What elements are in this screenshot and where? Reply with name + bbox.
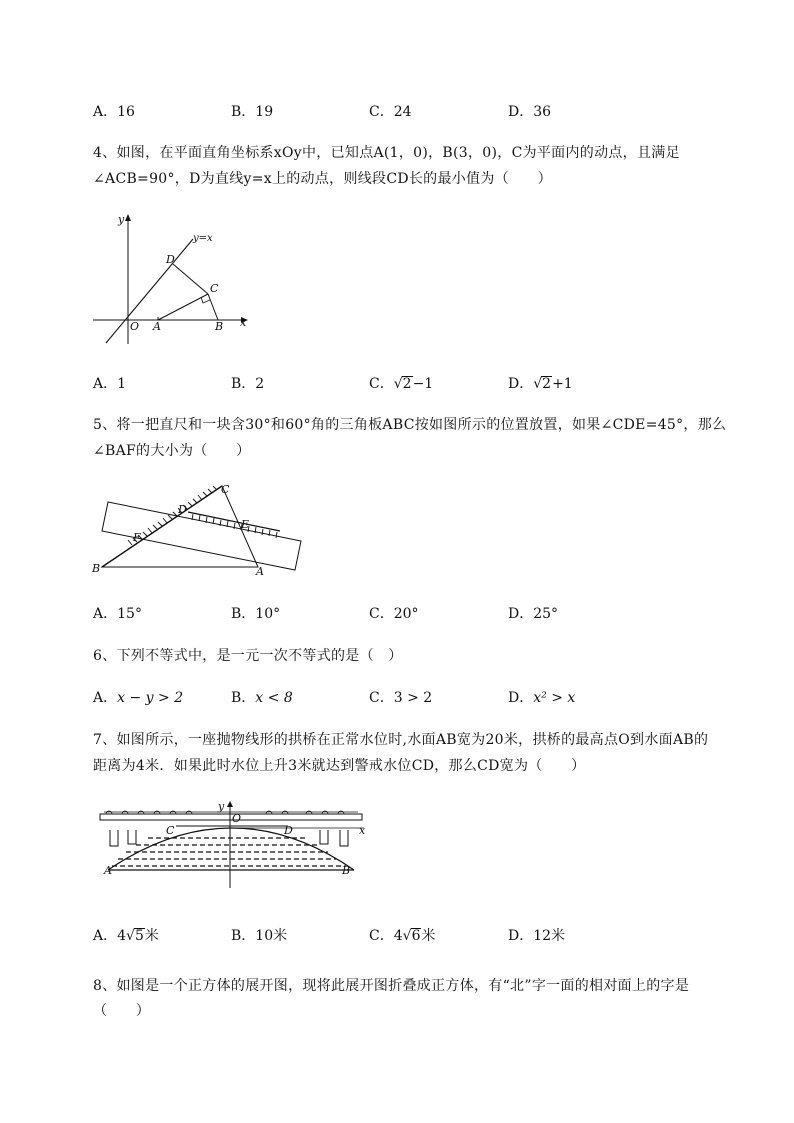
q5-option-d: D．25° [508,606,559,622]
q4-stem-line2: ∠ACB=90°，D为直线y=x上的动点，则线段CD长的最小值为（ ） [93,171,552,187]
q6-option-c: C．3 > 2 [369,690,433,706]
q7-option-d: D．12米 [508,928,566,944]
q5-label-c: C [221,483,230,496]
q7-option-b: B．10米 [231,928,288,944]
q5-label-a: A [256,565,264,578]
q4-segment-bc [208,294,218,320]
q7-label-a: A [104,864,112,877]
q4-option-c: C．√2−1 [369,376,434,392]
q4-segment-cd [173,264,208,294]
q3-option-b: B．19 [231,104,274,120]
q7-label-d: D [284,824,293,837]
q6-option-b: B．x < 8 [231,690,293,706]
q5-label-b: B [92,562,101,575]
q5-option-b: B．10° [231,606,281,622]
q5-ruler [102,502,301,570]
q8-stem-line2: （ ） [93,1003,151,1019]
q7-figure [96,798,376,890]
q7-label-b: B [342,864,351,877]
q8-stem-line1: 8、如图是一个正方体的展开图，现将此展开图折叠成正方体，有“北”字一面的相对面上的字是 [93,978,690,994]
q6-stem: 6、下列不等式中，是一元一次不等式的是（ ） [93,648,403,664]
q3-option-c: C．24 [369,104,412,120]
q4-segment-ac [158,294,208,320]
q4-line-y-eq-x [106,239,193,343]
q7-label-x: x [359,824,366,837]
q4-y-arrow [125,214,131,221]
q4-label-y: y [118,213,125,226]
q7-option-a: A．4√5米 [93,928,159,944]
q4-label-x: x [240,316,247,329]
q4-figure [90,208,260,348]
q6-option-a: A．x − y > 2 [93,690,184,706]
q4-label-b: B [215,320,224,333]
q7-label-y: y [218,800,225,813]
q4-option-d: D．√2+1 [508,376,573,392]
q4-label-line: y=x [193,233,213,244]
q4-label-a: A [153,320,161,333]
q5-stem-line2: ∠BAF的大小为（ ） [93,443,251,459]
q4-option-a: A．1 [93,376,127,392]
q5-label-f: F [133,531,141,544]
q7-bridge-deck [100,814,362,820]
q3-option-a: A．16 [93,104,135,120]
q5-option-a: A．15° [93,606,142,622]
q5-label-e: E [241,518,250,531]
q5-figure [88,478,308,578]
q5-option-c: C．20° [369,606,419,622]
q3-option-d: D．36 [508,104,552,120]
q4-label-d: D [166,253,175,266]
q7-label-c: C [166,824,175,837]
q4-label-o: O [130,320,140,333]
q7-label-o: O [232,812,242,825]
q4-stem-line1: 4、如图，在平面直角坐标系xOy中，已知点A(1，0)，B(3，0)，C为平面内的动点，且满足 [93,145,680,161]
q7-arch [108,828,354,870]
q4-label-c: C [210,282,219,295]
q7-stem-line2: 距离为4米．如果此时水位上升3米就达到警戒水位CD，那么CD宽为（ ） [93,758,586,774]
q5-stem-line1: 5、将一把直尺和一块含30°和60°角的三角板ABC按如图所示的位置放置，如果∠CDE=45°，那么 [93,417,727,433]
q6-option-d: D．x² > x [508,690,576,706]
q4-option-b: B．2 [231,376,265,392]
q5-hypotenuse-bc [102,486,222,567]
q7-stem-line1: 7、如图所示，一座抛物线形的拱桥在正常水位时,水面AB宽为20米，拱桥的最高点O到水面AB的 [93,732,709,748]
q5-label-d: D [178,503,187,516]
q7-water-lines [112,838,346,866]
q4-right-angle-mark [201,297,210,303]
q7-option-c: C．4√6米 [369,928,436,944]
